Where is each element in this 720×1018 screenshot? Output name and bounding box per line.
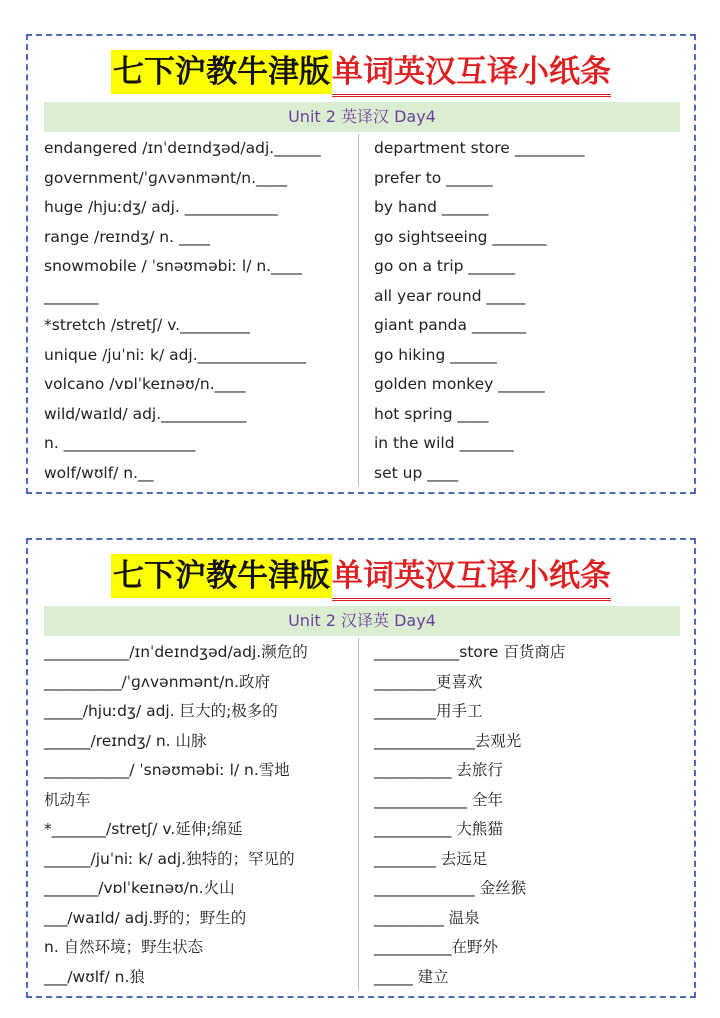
list-item: __________在野外 — [374, 938, 499, 956]
list-item: __________ 去旅行 — [374, 761, 503, 779]
title-highlighted: 七下沪教牛津版 — [111, 50, 332, 94]
list-item: endangered /ɪnˈdeɪndʒəd/adj.______ — [44, 139, 321, 157]
list-item: ___________/ɪnˈdeɪndʒəd/adj.濒危的 — [44, 643, 308, 661]
left-column — [44, 638, 354, 992]
list-item: go on a trip ______ — [374, 257, 515, 275]
list-item: giant panda _______ — [374, 316, 527, 334]
list-item: _____ 建立 — [374, 967, 449, 986]
list-item: go sightseeing _______ — [374, 227, 547, 246]
list-item: n. 自然环境；野生状态 — [44, 938, 204, 956]
list-item: ___________store 百货商店 — [374, 643, 566, 661]
list-item: _________ 温泉 — [374, 908, 480, 927]
worksheet-card-zh-to-en — [26, 538, 696, 998]
list-item: *_______/stretʃ/ v.延伸;绵延 — [44, 820, 243, 838]
subtitle-bar: Unit 2 英译汉 Day4 — [44, 102, 680, 132]
list-item: in the wild _______ — [374, 434, 514, 452]
list-item: ___________/ ˈsnəʊməbiː l/ n.雪地 — [44, 761, 290, 779]
list-item: government/ˈɡʌvənmənt/n.____ — [44, 168, 288, 187]
list-item: __________ 大熊猫 — [374, 820, 503, 838]
card-title — [28, 554, 694, 602]
list-item: __________/ˈɡʌvənmənt/n.政府 — [44, 672, 271, 691]
list-item: huge /hjuːdʒ/ adj. ____________ — [44, 198, 278, 216]
list-item: snowmobile / ˈsnəʊməbiː l/ n.____ — [44, 257, 303, 275]
list-item: _______ — [44, 286, 99, 305]
subtitle-bar: Unit 2 汉译英 Day4 — [44, 606, 680, 636]
list-item: 机动车 — [44, 790, 91, 809]
list-item: ___/waɪld/ adj.野的；野生的 — [44, 908, 247, 927]
list-item: ____________ 全年 — [374, 790, 503, 809]
list-item: ________更喜欢 — [374, 672, 483, 691]
list-item: department store _________ — [374, 139, 585, 157]
list-item: volcano /vɒlˈkeɪnəʊ/n.____ — [44, 375, 246, 393]
list-item: _____________去观光 — [374, 731, 522, 750]
list-item: by hand ______ — [374, 198, 489, 216]
list-item: _______/vɒlˈkeɪnəʊ/n.火山 — [44, 879, 235, 897]
list-item: prefer to ______ — [374, 168, 493, 187]
column-divider — [358, 134, 359, 486]
list-item: ________用手工 — [374, 702, 483, 720]
list-item: range /reɪndʒ/ n. ____ — [44, 227, 210, 246]
list-item: _____/hjuːdʒ/ adj. 巨大的;极多的 — [44, 702, 278, 720]
list-item: unique /juˈniː k/ adj.______________ — [44, 345, 307, 364]
column-divider — [358, 638, 359, 990]
list-item: ________ 去远足 — [374, 849, 488, 868]
list-item: ___/wʊlf/ n.狼 — [44, 967, 145, 986]
list-item: go hiking ______ — [374, 345, 497, 364]
list-item: *stretch /stretʃ/ v._________ — [44, 316, 250, 334]
list-item: wolf/wʊlf/ n.__ — [44, 463, 154, 482]
right-column — [374, 134, 674, 488]
list-item: wild/waɪld/ adj.___________ — [44, 404, 247, 423]
list-item: ______/juˈniː k/ adj.独特的；罕见的 — [44, 849, 295, 868]
title-red: 单词英汉互译小纸条 — [332, 50, 611, 97]
title-highlighted: 七下沪教牛津版 — [111, 554, 332, 598]
list-item: all year round _____ — [374, 286, 526, 305]
list-item: n. _________________ — [44, 434, 196, 452]
list-item: hot spring ____ — [374, 404, 489, 423]
list-item: _____________ 金丝猴 — [374, 879, 527, 897]
card-title — [28, 50, 694, 98]
left-column — [44, 134, 354, 488]
worksheet-card-en-to-zh — [26, 34, 696, 494]
list-item: set up ____ — [374, 463, 459, 482]
title-red: 单词英汉互译小纸条 — [332, 554, 611, 601]
right-column — [374, 638, 674, 992]
list-item: ______/reɪndʒ/ n. 山脉 — [44, 731, 207, 750]
list-item: golden monkey ______ — [374, 375, 545, 393]
